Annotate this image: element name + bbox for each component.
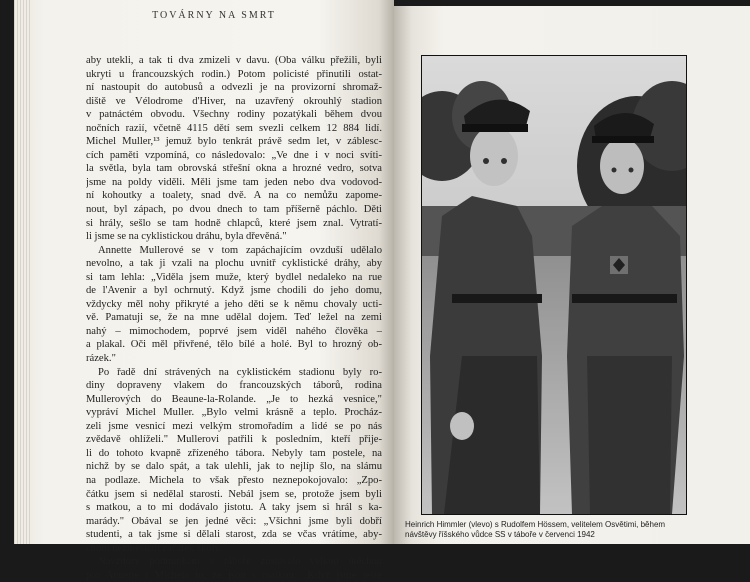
left-page [14, 0, 394, 581]
text-line: Mullerových do Beaune-la-Rolande. „Je to hezká vesnice," [86, 393, 382, 405]
text-line: Po řadě dní strávených na cyklistickém stadionu byly ro- [98, 366, 382, 378]
text-line: nočních razií, včetně 4115 dětí sem svezli celkem 12 884 lidí. [86, 122, 382, 134]
text-line: a plakal. Oči měl přivřené, tělo bílé a holé. Byl to hrozný ob- [86, 339, 382, 351]
text-line: marády." Obával se jen jedné věci: „Všichni jsme byli dobří [86, 515, 382, 527]
text-line: li do tohoto kvapně zřízeného tábora. Nebyly tam postele, na [86, 447, 382, 459]
text-line: na podlaze. Michela to však přesto neznepokojovalo: „Zpo- [86, 474, 382, 486]
photo-caption [405, 520, 705, 540]
text-line: si tam lehla: „Viděla jsem muže, který bydlel nedaleko na rue [86, 271, 382, 283]
text-line: s matkou, a to mi dodávalo jistotu. A taky jsem si hrál s ka- [86, 502, 382, 514]
text-line: studenti, a tak jsme si dělali starost, zda se včas vrátíme, aby- [86, 529, 382, 541]
running-head: TOVÁRNY NA SMRT [152, 10, 276, 21]
text-line: chom nezmeškali začátek školy." [86, 542, 227, 554]
body-text [86, 54, 382, 582]
text-line: diště ve Vélodrome d'Hiver, na uzavřený okrouhlý stadion [86, 95, 382, 107]
text-line: si hrály, sešlo se tam hodně chlapců, které jsem znal. Vytratí- [86, 217, 382, 229]
text-line: de l'Avenir a byl ochrnutý. Když jsme chodili do jeho domu, [86, 285, 382, 297]
caption-line: Heinrich Himmler (vlevo) s Rudolfem Hössem, velitelem Osvětimi, během [405, 520, 666, 529]
text-line: ukryti u francouzských rodin.) Potom policisté přinutili ostat- [86, 68, 382, 80]
caption-line: návštěvy říšského vůdce SS v táboře v červenci 1942 [405, 530, 595, 539]
text-line: v patnáctém obvodu. Všechny rodiny pozatýkali během dvou [86, 109, 382, 121]
photograph-image [422, 56, 686, 514]
text-line: aby utekli, a tak ti dva zmizeli v davu. (Oba válku přežili, byli [86, 55, 382, 66]
text-line: čátku jsem si nedělal starosti. Nebál jsem se, protože jsem byli [86, 488, 382, 500]
text-line: rázek." [86, 353, 116, 365]
text-line: ní kohoutky a toalety, snad dvě. A na co nemůžu zapome- [86, 190, 382, 202]
text-line: cích paměti vzpomíná, co následovalo: „Ve dne i v noci svíti- [86, 149, 382, 161]
text-line: Annette Mullerové se v tom zapáchajícím ovzduší udělalo [98, 244, 382, 256]
page-edge [14, 0, 30, 544]
text-line: zeli jsme vesnicí mezi velkým stromořadím a lidé se po nás [86, 420, 382, 432]
text-line: zvědavě ohlíželi." Mullerovi patřili k posledním, kteří přije- [86, 434, 382, 446]
text-line: nichž by se dalo spát, a tak ulehli, jak to nejlíp šlo, na slámu [86, 461, 382, 473]
text-line: nahý – mimochodem, poprvé jsem viděl nahého člověka – [86, 325, 382, 337]
text-line: pro Annette i Michela to, že jsou s matkou. „Když jsme ještě [86, 569, 382, 581]
text-line: vypráví Michel Muller. „Bylo velmi krásně a teplo. Procház- [86, 407, 382, 419]
text-line: vě. Pamatuji se, že na mne udělal dojem. Teď ležel na zemi [86, 312, 382, 324]
text-line: la světla, byla tam obrovská střešní okna a hrozné vedro, sotva [86, 163, 382, 175]
text-line: Michel Muller,¹³ jemuž bylo tenkrát právě sedm let, v záblesc- [86, 136, 382, 148]
historical-photograph [422, 56, 686, 514]
text-line: li jsme se na cyklistickou dráhu, byla dřevěná." [86, 231, 287, 243]
text-line: nevolno, a tak ji vzali na plochu uvnitř cyklistické dráhy, aby [86, 258, 382, 270]
text-line: Navzdory podmínkám v táboře zůstávalo velkou útěchou [98, 556, 382, 568]
text-line: vždycky měl nohy přikryté a jeho děti se k němu chovaly ucti- [86, 298, 382, 310]
text-line: nout, byl zápach, po dvou dnech to tam příšerně páchlo. Děti [86, 204, 382, 216]
text-line: jsme na poldy viděli. Měli jsme tam jeden nebo dva vodovod- [86, 176, 382, 188]
text-line: diny dopraveny vlakem do francouzských táborů, rodina [86, 380, 382, 392]
text-line: ní nastoupit do autobusů a odvezli je na provizorní shromaž- [86, 82, 382, 94]
